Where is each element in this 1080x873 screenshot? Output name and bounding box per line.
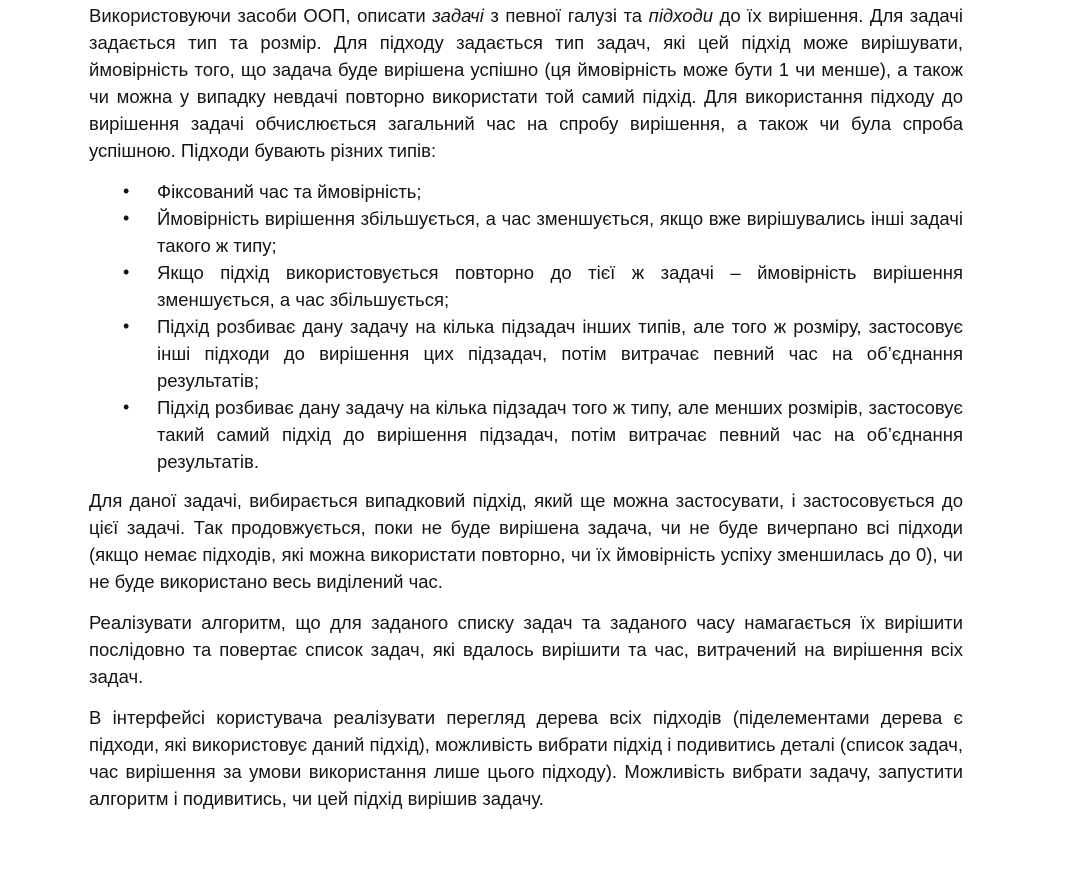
list-item-text: Підхід розбиває дану задачу на кілька підзадач того ж типу, але менших розмірів, застосовує такий самий підхід до вирішення підзадач, потім витрачає певний час на об’єднання результатів. [157,397,963,472]
list-item [89,313,963,394]
list-item-text: Фіксований час та ймовірність; [157,181,422,202]
selection-paragraph: Для даної задачі, вибирається випадковий підхід, який ще можна застосувати, і застосовується до цієї задачі. Так продовжується, поки не буде вирішена задача, чи не буде вичерпано всі підходи (якщо немає підходів, які можна використати повторно, чи їх ймовірність успіху зменшилась до 0), чи не буде використано весь виділений час. [89,490,963,592]
list-item [89,394,963,475]
interface-paragraph: В інтерфейсі користувача реалізувати перегляд дерева всіх підходів (піделементами дерева є підходи, які використовує даний підхід), можливість вибрати підхід і подивитись деталі (список задач, час вирішення за умови використання лише цього підходу). Можливість вибрати задачу, запустити алгоритм і подивитись, чи цей підхід вирішив задачу. [89,707,963,809]
list-item [89,205,963,259]
algorithm-paragraph: Реалізувати алгоритм, що для заданого списку задач та заданого часу намагається їх вирішити послідовно та повертає список задач, які вдалось вирішити та час, витрачений на вирішення всіх задач. [89,612,963,687]
intro-text-1: Використовуючи засоби ООП, описати [89,5,433,26]
document-page [89,2,963,812]
approach-types-list [89,178,963,475]
list-item [89,178,963,205]
bullet-icon: • [123,181,130,201]
intro-emphasis-tasks: задачі [432,5,484,26]
list-item [89,259,963,313]
intro-text-2: з певної галузі та [483,5,649,26]
list-item-text: Підхід розбиває дану задачу на кілька підзадач інших типів, але того ж розміру, застосовує інші підходи до вирішення цих підзадач, потім витрачає певний час на об’єднання результатів; [157,316,963,391]
list-item-text: Ймовірність вирішення збільшується, а час зменшується, якщо вже вирішувались інші задачі такого ж типу; [157,208,963,256]
bullet-icon: • [123,208,130,228]
bullet-icon: • [123,262,130,282]
intro-emphasis-approaches: підходи [648,5,714,26]
list-item-text: Якщо підхід використовується повторно до тієї ж задачі – ймовірність вирішення зменшується, а час збільшується; [157,262,963,310]
bullet-icon: • [123,397,130,417]
intro-paragraph [89,2,963,164]
bullet-icon: • [123,316,130,336]
intro-text-3: до їх вирішення. Для задачі задається тип та розмір. Для підходу задається тип задач, які цей підхід може вирішувати, ймовірність того, що задача буде вирішена успішно (ця ймовірність може бути 1 чи менше), а також чи можна у випадку невдачі повторно використати той самий підхід. Для використання підходу до вирішення задачі обчислюється загальний час на спробу вирішення, а також чи була спроба успішною. Підходи бувають різних типів: [89,5,963,161]
